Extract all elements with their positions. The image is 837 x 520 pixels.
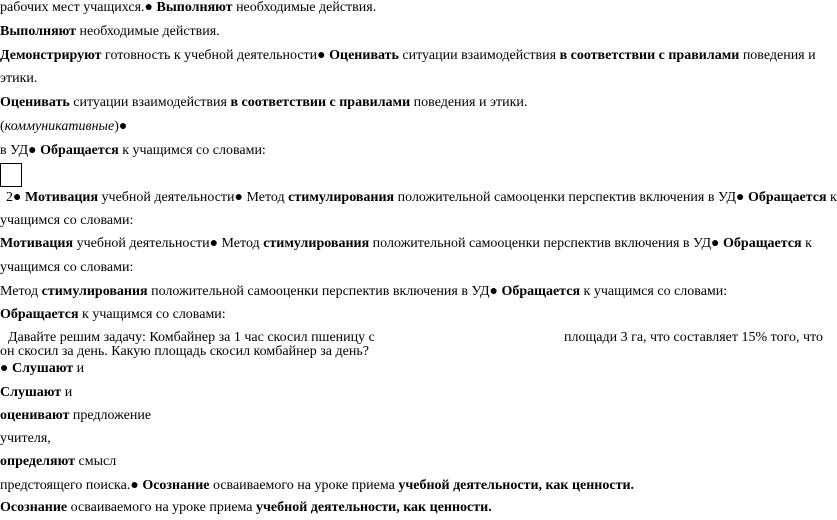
- text: поведения и: [739, 48, 816, 63]
- text: и: [73, 361, 85, 376]
- text: ситуации взаимодействия: [398, 48, 560, 63]
- bold-text: Мотивация: [24, 190, 99, 205]
- text: ): [114, 119, 119, 134]
- line-22: [0, 500, 492, 516]
- bold-text: Слушают: [11, 361, 74, 376]
- line-4: [0, 71, 37, 87]
- text: учебной деятельности: [98, 190, 235, 205]
- line-2: [0, 24, 220, 40]
- line-18: [0, 408, 151, 424]
- bold-text: Оценивать: [329, 48, 399, 63]
- bullet-icon: ●: [489, 284, 502, 299]
- line-17: [0, 385, 72, 401]
- line-19: [0, 431, 51, 447]
- bullet-icon: ●: [317, 48, 330, 63]
- text: к: [801, 236, 812, 251]
- bullet-icon: ●: [234, 190, 247, 205]
- text: предложение: [69, 408, 152, 423]
- text: предстоящего поиска.: [0, 478, 131, 493]
- bold-text: Обращается: [0, 307, 79, 322]
- text: положительной самооценки перспектив включения в УД: [394, 190, 737, 205]
- line-15: [0, 344, 369, 360]
- bold-text: Слушают: [0, 385, 62, 400]
- bold-text: в соответствии с правилами: [230, 95, 411, 110]
- bullet-icon: ●: [209, 236, 222, 251]
- bullet-icon: ●: [0, 361, 12, 376]
- bold-text: определяют: [0, 454, 75, 469]
- text: к учащимся со словами:: [118, 143, 266, 158]
- bullet-icon: ●: [144, 0, 157, 15]
- bullet-icon: ●: [13, 190, 25, 205]
- bullet-icon: ●: [28, 143, 41, 158]
- bullet-icon: ●: [711, 236, 724, 251]
- line-14-right: [564, 330, 823, 346]
- line-7: [0, 143, 266, 159]
- italic-text: коммуникативные: [4, 119, 115, 134]
- bullet-icon: ●: [130, 478, 143, 493]
- line-21: [0, 478, 634, 494]
- bold-text: Обращается: [723, 236, 802, 251]
- text: необходимые действия.: [76, 24, 220, 39]
- text: учащимся со словами:: [0, 213, 134, 228]
- bullet-icon: ●: [118, 119, 128, 134]
- text: площади 3 га, что составляет 15% того, что: [564, 330, 823, 345]
- bold-text: Мотивация: [0, 236, 74, 251]
- line-1: [0, 0, 376, 16]
- text: положительной самооценки перспектив включения в УД: [369, 236, 712, 251]
- bold-text: Оценивать: [0, 95, 70, 110]
- line-20: [0, 454, 116, 470]
- bold-text: Демонстрируют: [0, 48, 102, 63]
- bold-text: Осознание: [0, 500, 68, 515]
- bold-text: Обращается: [40, 143, 119, 158]
- text: ситуации взаимодействия: [69, 95, 231, 110]
- text: этики.: [0, 71, 38, 86]
- bold-text: оценивают: [0, 408, 70, 423]
- text: (: [0, 119, 5, 134]
- bold-text: учебной деятельности, как ценности.: [256, 500, 492, 515]
- line-3: [0, 48, 816, 64]
- bold-text: Обращается: [747, 190, 827, 205]
- text: к учащимся со словами:: [78, 307, 226, 322]
- text: рабочих мест учащихся.: [0, 0, 145, 15]
- line-9: [0, 213, 133, 229]
- text: готовность к учебной деятельности: [101, 48, 318, 63]
- text: Метод: [221, 236, 264, 251]
- text: учителя,: [0, 431, 51, 446]
- text: и: [61, 385, 73, 400]
- text: к учащимся со словами:: [580, 284, 728, 299]
- text: поведения и этики.: [410, 95, 528, 110]
- line-11: [0, 260, 133, 276]
- bold-text: стимулирования: [263, 236, 370, 251]
- text: Метод: [246, 190, 289, 205]
- text: осваиваемого на уроке приема: [67, 500, 257, 515]
- bold-text: учебной деятельности, как ценности.: [398, 478, 635, 493]
- bold-text: Выполняют: [156, 0, 233, 15]
- text: Давайте решим задачу: Комбайнер за 1 час скосил пшеницу с: [8, 330, 375, 345]
- bold-text: стимулирования: [288, 190, 395, 205]
- text: Метод: [0, 284, 42, 299]
- text: смысл: [75, 454, 117, 469]
- text: он скосил за день. Какую площадь скосил комбайнер за день?: [0, 344, 369, 359]
- bold-text: Осознание: [142, 478, 210, 493]
- line-8: [6, 190, 837, 206]
- text: необходимые действия.: [232, 0, 377, 15]
- text: в УД: [0, 143, 29, 158]
- line-16: [0, 361, 84, 377]
- text: учащимся со словами:: [0, 260, 134, 275]
- text: 2: [6, 190, 13, 205]
- bullet-icon: ●: [736, 190, 748, 205]
- text: осваиваемого на уроке приема: [209, 478, 399, 493]
- bold-text: в соответствии с правилами: [559, 48, 740, 63]
- line-12: [0, 284, 727, 300]
- empty-frame: [0, 163, 22, 187]
- line-13: [0, 307, 226, 323]
- bold-text: Обращается: [501, 284, 581, 299]
- text: к: [826, 190, 837, 205]
- line-5: [0, 95, 527, 111]
- bold-text: стимулирования: [41, 284, 148, 299]
- bold-text: Выполняют: [0, 24, 77, 39]
- line-6: [0, 119, 127, 135]
- text: учебной деятельности: [73, 236, 210, 251]
- line-10: [0, 236, 812, 252]
- text: положительной самооценки перспектив включения в УД: [147, 284, 490, 299]
